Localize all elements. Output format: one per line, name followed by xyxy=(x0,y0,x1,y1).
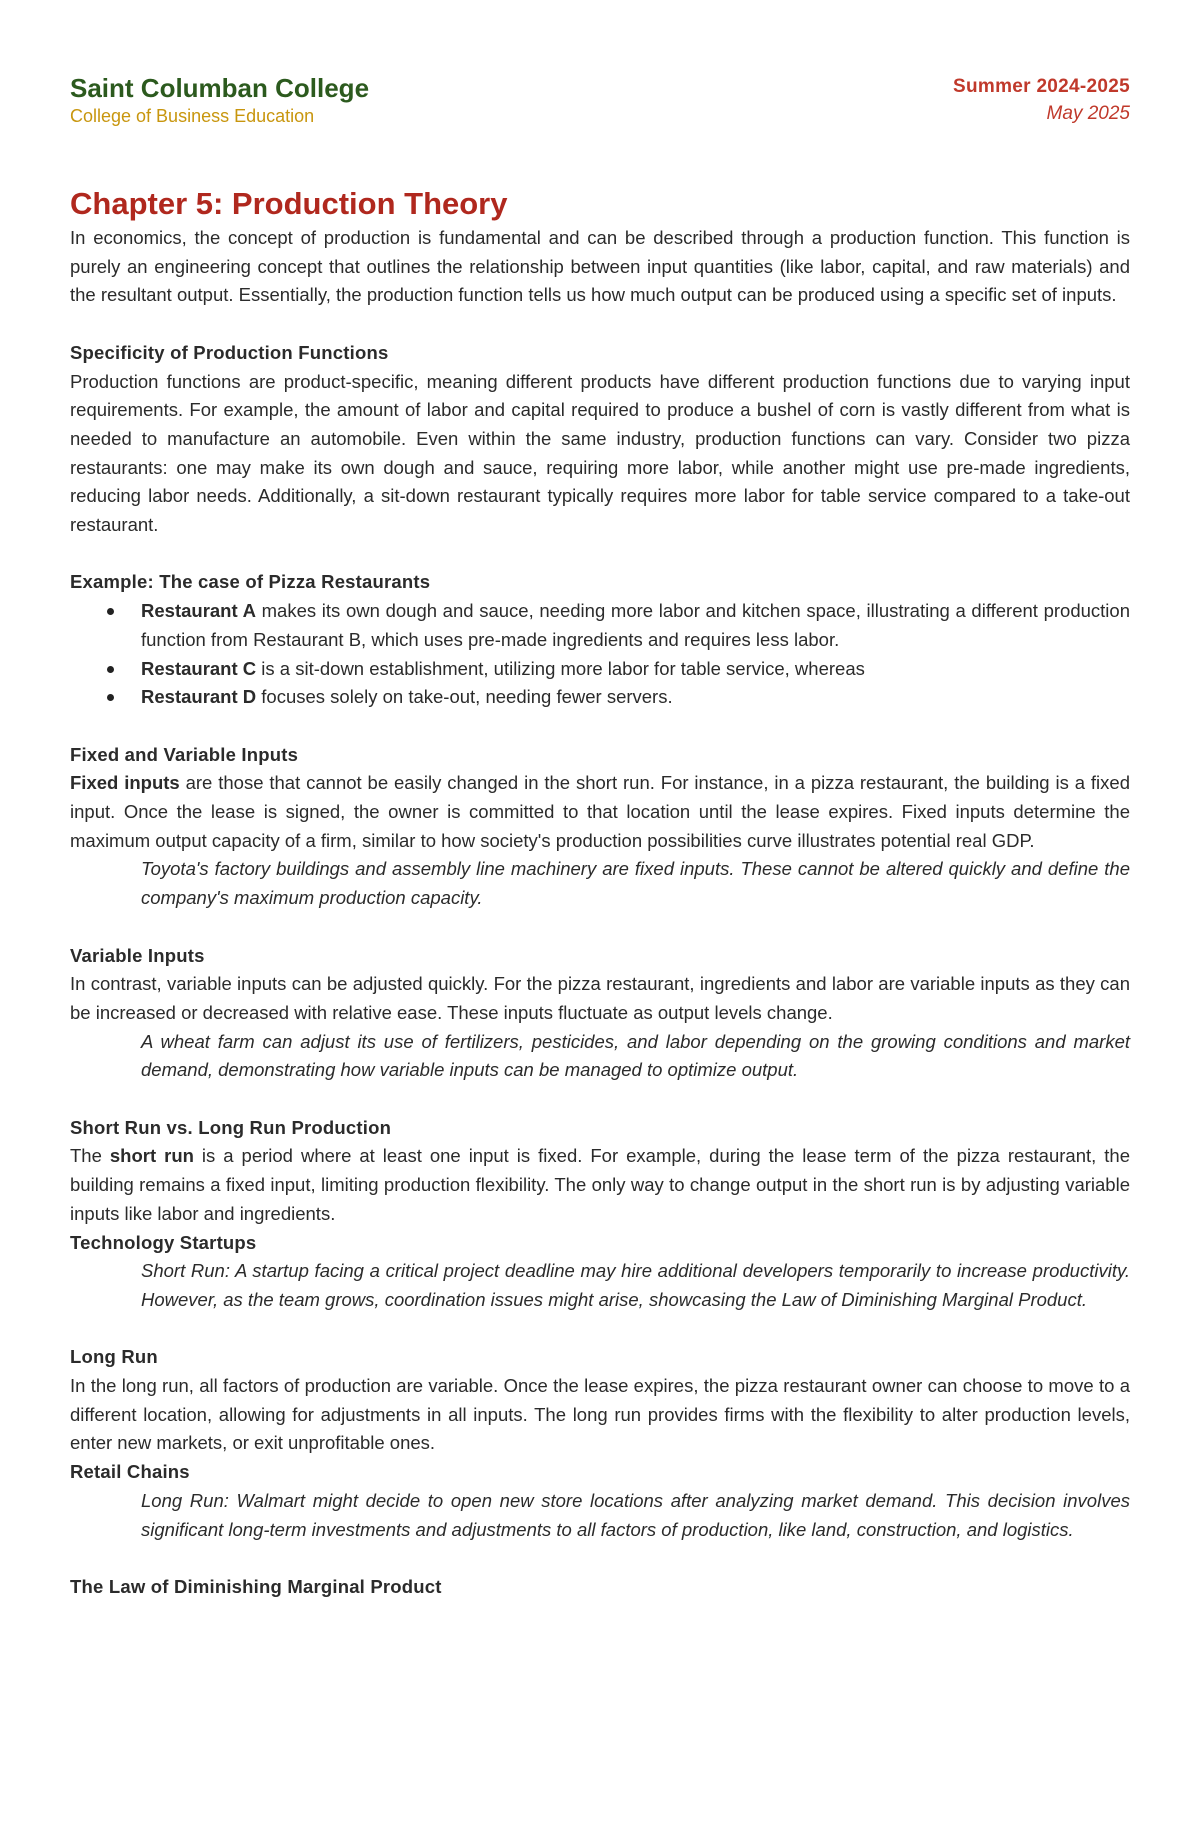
list-item-bold: Restaurant D xyxy=(141,686,257,708)
list-item-bold: Restaurant C xyxy=(141,657,257,679)
short-run-heading: Short Run vs. Long Run Production xyxy=(70,1116,392,1138)
pizza-example-list xyxy=(70,597,1130,712)
long-run-example: Long Run: Walmart might decide to open new store locations after analyzing market demand. This decision involves significant long-term investments and adjustments to all factors of production, like land, construction, and logistics. xyxy=(141,1489,1130,1540)
pizza-example-heading: Example: The case of Pizza Restaurants xyxy=(70,571,431,593)
fixed-inputs-example: Toyota's factory buildings and assembly line machinery are fixed inputs. These cannot be altered quickly and define the company's maximum production capacity. xyxy=(141,858,1130,909)
retail-chains-heading: Retail Chains xyxy=(70,1461,190,1483)
fixed-inputs-heading: Fixed and Variable Inputs xyxy=(70,743,299,765)
short-run-example: Short Run: A startup facing a critical project deadline may hire additional developers temporarily to increase productivity. However, as the team grows, coordination issues might arise, showcasing the Law of Diminishing Marginal Product. xyxy=(141,1260,1130,1310)
fixed-inputs-paragraph xyxy=(70,769,1130,855)
long-run-paragraph: In the long run, all factors of production are variable. Once the lease expires, the pizza restaurant owner can choose to move to a different location, allowing for adjustments in all inputs. The long run provides firms with the flexibility to alter production levels, enter new markets, or exit unprofitable ones. xyxy=(70,1375,1130,1454)
list-item-text: is a sit-down establishment, utilizing more labor for table service, whereas xyxy=(256,657,865,679)
long-run-heading: Long Run xyxy=(70,1346,158,1368)
header-left xyxy=(70,72,369,128)
list-item-text: makes its own dough and sauce, needing more labor and kitchen space, illustrating a different production function from Restaurant B, which uses pre-made ingredients and requires less labor. xyxy=(141,600,1130,650)
header-right xyxy=(953,72,1130,126)
list-item-text: focuses solely on take-out, needing fewer servers. xyxy=(256,686,673,708)
list-item-bold: Restaurant A xyxy=(141,600,256,622)
intro-paragraph: In economics, the concept of production is fundamental and can be described through a production function. This function is purely an engineering concept that outlines the relationship between input quantities (like labor, capital, and raw materials) and the resultant output. Essentially, the production function tells us how much output can be produced using a specific set of inputs. xyxy=(70,227,1130,306)
college-department: College of Business Education xyxy=(70,106,315,126)
bullet-icon xyxy=(107,608,114,615)
short-run-text: is a period where at least one input is fixed. For example, during the lease term of the pizza restaurant, the building remains a fixed input, limiting production flexibility. The only way to change output in the short run is by adjusting variable inputs like labor and ingredients. xyxy=(70,1145,1130,1224)
technology-startups-heading: Technology Startups xyxy=(70,1231,257,1253)
specificity-heading: Specificity of Production Functions xyxy=(70,341,389,363)
short-run-lead: The xyxy=(70,1145,110,1167)
diminishing-heading: The Law of Diminishing Marginal Product xyxy=(70,1575,442,1597)
bullet-icon xyxy=(107,694,114,701)
bullet-icon xyxy=(107,666,114,673)
page-header xyxy=(70,72,1130,132)
specificity-paragraph: Production functions are product-specific, meaning different products have different production functions due to varying input requirements. For example, the amount of labor and capital required to produce a bushel of corn is vastly different from what is needed to manufacture an automobile. Even within the same industry, production functions can vary. Consider two pizza restaurants: one may make its own dough and sauce, requiring more labor, while another might use pre-made ingredients, reducing labor needs. Additionally, a sit-down restaurant typically requires more labor for table service compared to a take-out restaurant. xyxy=(70,370,1130,536)
term-label: Summer 2024-2025 xyxy=(953,76,1130,97)
variable-inputs-heading: Variable Inputs xyxy=(70,944,205,966)
fixed-inputs-text: are those that cannot be easily changed in the short run. For instance, in a pizza restaurant, the building is a fixed input. Once the lease is signed, the owner is committed to that location until the lease expires. Fixed inputs determine the maximum output capacity of a firm, similar to how society's production possibilities curve illustrates potential real GDP. xyxy=(70,772,1130,851)
list-item xyxy=(141,597,1130,654)
chapter-title: Chapter 5: Production Theory xyxy=(70,186,508,221)
college-name: Saint Columban College xyxy=(70,73,370,103)
short-run-paragraph xyxy=(70,1142,1130,1228)
variable-inputs-paragraph: In contrast, variable inputs can be adjusted quickly. For the pizza restaurant, ingredients and labor are variable inputs as they can be increased or decreased with relative ease. These inputs fluctuate as output levels change. xyxy=(70,973,1130,1023)
short-run-bold: short run xyxy=(109,1145,194,1167)
list-item xyxy=(141,683,1130,712)
list-item xyxy=(141,655,1130,684)
fixed-inputs-bold: Fixed inputs xyxy=(70,772,180,794)
variable-inputs-example: A wheat farm can adjust its use of fertilizers, pesticides, and labor depending on the growing conditions and market demand, demonstrating how variable inputs can be managed to optimize output. xyxy=(141,1030,1130,1081)
date-label: May 2025 xyxy=(1046,103,1130,124)
